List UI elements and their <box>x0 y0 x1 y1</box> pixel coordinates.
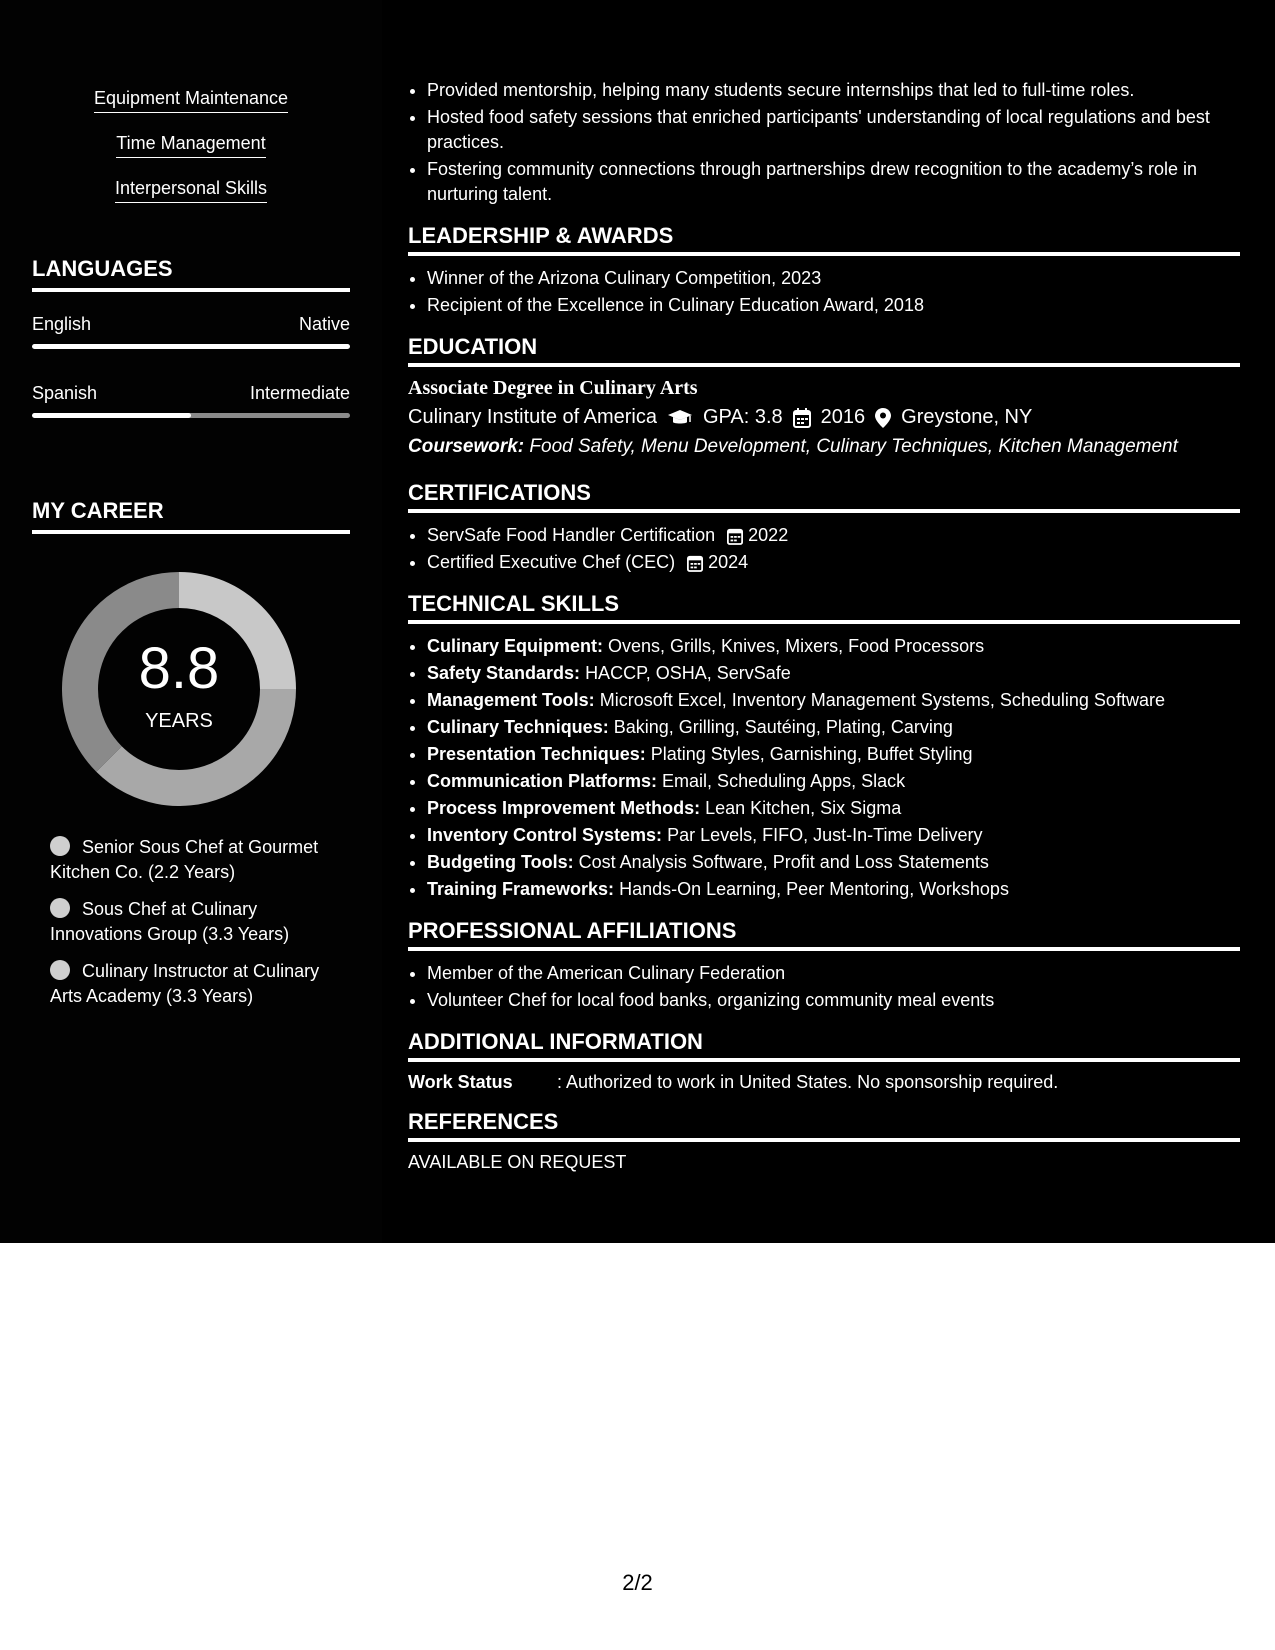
skill-category: Culinary Equipment: <box>427 636 604 656</box>
skill-category: Process Improvement Methods: <box>427 798 701 818</box>
graduation-year: 2016 <box>820 406 866 428</box>
career-item <box>50 897 350 947</box>
work-status-label: Work Status <box>408 1072 513 1092</box>
leadership-list <box>408 266 1240 318</box>
career-list <box>50 835 350 1021</box>
technical-skills-list <box>408 634 1240 902</box>
language-bar-fill <box>32 344 350 349</box>
school-location: Greystone, NY <box>901 406 1033 428</box>
technical-skill-item <box>427 877 1240 902</box>
affiliation-item: • Volunteer Chef for local food banks, organizing community meal events <box>427 988 1240 1013</box>
skill-category: Budgeting Tools: <box>427 852 574 872</box>
references-text: AVAILABLE ON REQUEST <box>408 1152 627 1172</box>
certification-name: ServSafe Food Handler Certification <box>427 525 716 545</box>
bullet-dot-icon <box>50 898 70 918</box>
technical-skill-item <box>427 823 1240 848</box>
skill-values: Ovens, Grills, Knives, Mixers, Food Processors <box>608 636 985 656</box>
skill-category: Presentation Techniques: <box>427 744 646 764</box>
career-heading: MY CAREER <box>32 498 350 534</box>
career-item <box>50 959 350 1009</box>
language-english <box>32 314 350 335</box>
affiliations-list <box>408 961 1240 1013</box>
skill-values: Plating Styles, Garnishing, Buffet Styling <box>650 744 973 764</box>
leadership-heading: LEADERSHIP & AWARDS <box>408 223 1240 256</box>
work-status <box>408 1072 1240 1093</box>
technical-skill-item <box>427 769 1240 794</box>
career-total-years: 8.8 <box>138 636 220 701</box>
language-bar <box>32 344 350 349</box>
language-spanish <box>32 383 350 404</box>
technical-skill-item <box>427 634 1240 659</box>
donut-segment <box>96 689 296 806</box>
career-item-text: Sous Chef at Culinary Innovations Group (3.3 Years) <box>50 899 290 944</box>
skill-values: Baking, Grilling, Sautéing, Plating, Carving <box>613 717 953 737</box>
certification-item <box>427 523 1240 548</box>
sidebar <box>0 0 382 1243</box>
education-details <box>408 406 1240 429</box>
award-item: • Winner of the Arizona Culinary Competition, 2023 <box>427 266 1240 291</box>
language-name: Spanish <box>32 383 98 403</box>
technical-skill-item <box>427 688 1240 713</box>
skill-item: Time Management <box>116 133 265 158</box>
skill-values: Lean Kitchen, Six Sigma <box>705 798 902 818</box>
skill-item: Equipment Maintenance <box>94 88 288 113</box>
calendar-icon <box>687 554 703 572</box>
education-heading: EDUCATION <box>408 334 1240 367</box>
skill-item: Interpersonal Skills <box>115 178 267 203</box>
location-pin-icon <box>875 408 891 428</box>
certification-name: Certified Executive Chef (CEC) <box>427 552 676 572</box>
calendar-icon <box>727 527 743 545</box>
award-item: • Recipient of the Excellence in Culinary Education Award, 2018 <box>427 293 1240 318</box>
affiliation-item: • Member of the American Culinary Federation <box>427 961 1240 986</box>
technical-skill-item <box>427 796 1240 821</box>
skill-category: Culinary Techniques: <box>427 717 609 737</box>
bullet-item: • Provided mentorship, helping many students secure internships that led to full-time roles. <box>427 78 1240 103</box>
gpa: GPA: 3.8 <box>703 406 783 428</box>
work-status-value: : Authorized to work in United States. No sponsorship required. <box>557 1072 1059 1092</box>
skill-category: Inventory Control Systems: <box>427 825 663 845</box>
school-name: Culinary Institute of America <box>408 406 657 428</box>
technical-skill-item <box>427 850 1240 875</box>
certification-list <box>408 523 1240 575</box>
language-bar <box>32 413 350 418</box>
language-name: English <box>32 314 92 334</box>
skill-values: Microsoft Excel, Inventory Management Systems, Scheduling Software <box>599 690 1165 710</box>
languages-heading: LANGUAGES <box>32 256 350 292</box>
main-content <box>408 78 1240 1173</box>
certification-item <box>427 550 1240 575</box>
skill-category: Communication Platforms: <box>427 771 658 791</box>
bullet-dot-icon <box>50 960 70 980</box>
affiliations-heading: PROFESSIONAL AFFILIATIONS <box>408 918 1240 951</box>
technical-skill-item <box>427 715 1240 740</box>
career-years-label: YEARS <box>145 710 213 732</box>
language-level: Native <box>298 314 350 334</box>
degree-title: Associate Degree in Culinary Arts <box>408 377 698 399</box>
page-number: 2/2 <box>622 1570 653 1595</box>
technical-skill-item <box>427 661 1240 686</box>
career-item <box>50 835 350 885</box>
coursework <box>408 436 1240 458</box>
skill-category: Safety Standards: <box>427 663 581 683</box>
technical-skill-item <box>427 742 1240 767</box>
skill-values: Hands-On Learning, Peer Mentoring, Workshops <box>619 879 1009 899</box>
graduation-cap-icon <box>667 409 693 427</box>
skill-list <box>32 88 350 223</box>
certifications-heading: CERTIFICATIONS <box>408 480 1240 513</box>
certification-year: 2024 <box>708 552 749 572</box>
career-item-text: Senior Sous Chef at Gourmet Kitchen Co. (2.2 Years) <box>50 837 319 882</box>
technical-skills-heading: TECHNICAL SKILLS <box>408 591 1240 624</box>
skill-values: Cost Analysis Software, Profit and Loss Statements <box>578 852 989 872</box>
skill-category: Management Tools: <box>427 690 595 710</box>
bullet-item: • Fostering community connections through partnerships drew recognition to the academy’s role in nurturing talent. <box>427 157 1240 207</box>
references-heading: REFERENCES <box>408 1109 1240 1142</box>
language-bar-fill <box>32 413 191 418</box>
bullet-item: • Hosted food safety sessions that enriched participants' understanding of local regulations and best practices. <box>427 105 1240 155</box>
skill-values: Par Levels, FIFO, Just-In-Time Delivery <box>667 825 983 845</box>
calendar-icon <box>793 408 811 428</box>
certification-year: 2022 <box>748 525 789 545</box>
language-level: Intermediate <box>249 383 350 403</box>
skill-category: Training Frameworks: <box>427 879 615 899</box>
additional-info-heading: ADDITIONAL INFORMATION <box>408 1029 1240 1062</box>
experience-bullets <box>408 78 1240 207</box>
skill-values: Email, Scheduling Apps, Slack <box>662 771 906 791</box>
skill-values: HACCP, OSHA, ServSafe <box>585 663 791 683</box>
coursework-label: Coursework: <box>408 436 525 457</box>
bullet-dot-icon <box>50 836 70 856</box>
career-item-text: Culinary Instructor at Culinary Arts Academy (3.3 Years) <box>50 961 320 1006</box>
coursework-text: Food Safety, Menu Development, Culinary Techniques, Kitchen Management <box>529 436 1178 457</box>
